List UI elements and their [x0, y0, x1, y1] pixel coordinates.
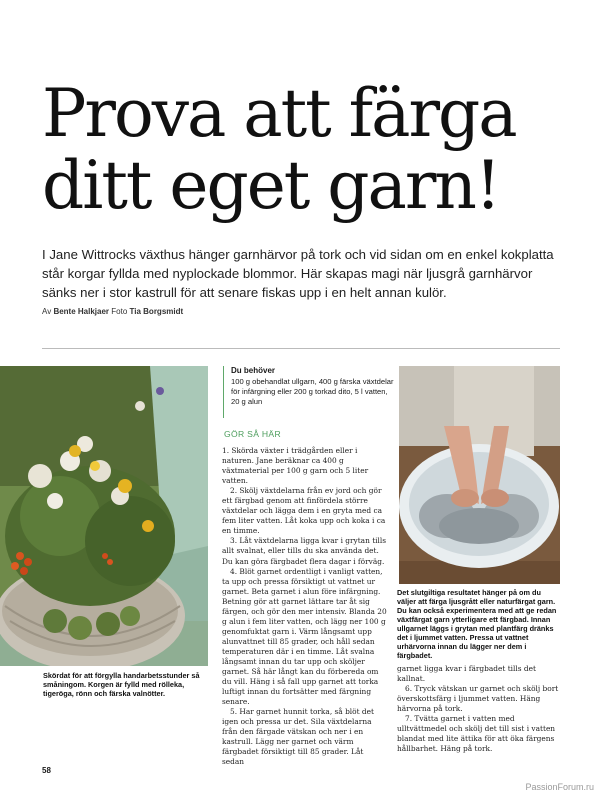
title-line-2: ditt eget garn!: [42, 147, 500, 224]
instructions-heading: GÖR SÅ HÄR: [224, 429, 281, 439]
title-line-1: Prova att färga: [42, 75, 516, 152]
flower-basket-photo: [0, 366, 208, 666]
watermark: PassionForum.ru: [525, 782, 594, 792]
byline-prefix: Av: [42, 307, 52, 316]
page-number: 58: [42, 766, 51, 775]
author-name: Bente Halkjaer: [53, 307, 110, 316]
step-paragraph: garnet ligga kvar i färgbadet tills det kallnat.: [397, 664, 536, 684]
photo-caption-right: Det slutgiltiga resultatet hänger på om du väljer att färga ljusgrått eller naturfärgat garn. Du kan också experimentera med att ge redan växtfärgat garn ytterligare ett färgbad. Innan ullgarnet läggs i grytan med plantfärg dränks det i ljummet vatten. Pressa ut vattnet urhärvorna innan du lägger ner dem i färgbadet.: [397, 588, 557, 660]
divider: [42, 348, 560, 349]
photographer-name: Tia Borgsmidt: [129, 307, 184, 316]
step-paragraph: 2. Skölj växtdelarna från ev jord och gör ett färgbad genom att finfördela större växtdelar och lägga dem i en gryta med ca fem liter vatten. Låt koka upp och koka i ca en timme.: [222, 486, 386, 536]
step-paragraph: 4. Blöt garnet ordentligt i vanligt vatten, ta upp och pressa försiktigt ut vattnet ur garnet. Beta garnet i alun före infärgning. Betning gör att garnet lättare tar åt sig färgen, och gör den mer intensiv. Blanda 20 g alun i fem liter vatten, och lägg ner 100 g genomfuktat garn i. Värm långsamt upp alunvattnet till 85 grader, och håll sedan temperaturen där i en timme. Låt svalna långsamt innan du tar upp och sköljer garnet. Så här långt kan du förbereda om du vill. Häng i så fall upp garnet att torka luftigt innan du fortsätter med färgning senare.: [222, 566, 387, 707]
ingredients-heading: Du behöver: [231, 366, 276, 375]
byline: [42, 307, 183, 316]
photo-prefix: Foto: [111, 307, 128, 316]
step-paragraph: 3. Låt växtdelarna ligga kvar i grytan tills allt svalnat, eller tills du ska använda det. Du kan göra färgbadet flera dagar i förväg.: [222, 536, 387, 566]
instructions-column-1: [222, 446, 387, 768]
ingredients-text: 100 g obehandlat ullgarn, 400 g färska växtdelar för infärgning eller 200 g torkad dito, 5 l vatten, 20 g alun: [231, 377, 394, 406]
lead-paragraph: I Jane Wittrocks växthus hänger garnhärvor på tork och vid sidan om en enkel kokplatta står korgar fyllda med nyplockade blommor. Här skapas magi när ljusgrå garnhärvor sänks ner i stor kastrull för att senare fiskas upp i en helt annan kulör.: [42, 247, 554, 300]
ingredients-box: [223, 366, 396, 418]
step-paragraph: 6. Tryck vätskan ur garnet och skölj bort överskottsfärg i ljummet vatten. Häng härvorna på tork.: [397, 684, 559, 714]
article-title: [42, 75, 572, 224]
step-paragraph: 5. Har garnet hunnit torka, så blöt det igen och pressa ur det. Sila växtdelarna från den färgade vätskan och ner i en kastrull. Lägg ner garnet och värm färgbadet försiktigt till 85 grader. Låt sedan: [222, 707, 375, 767]
dyeing-bowl-photo: [399, 366, 560, 584]
step-paragraph: 1. Skörda växter i trädgården eller i naturen. Jane beräknar ca 400 g växtmaterial per 100 g garn och 5 liter vatten.: [222, 446, 369, 486]
step-paragraph: 7. Tvätta garnet i vatten med ulltvättmedel och skölj det till sist i vatten blandat med lite ättika för att öka färgens hållbarhet. Häng på tork.: [397, 714, 556, 754]
photo-caption-left: Skördat för att förgylla handarbetsstunder så småningom. Korgen är fylld med rölleka, tigeröga, rönn och färska valnötter.: [43, 671, 200, 698]
instructions-column-2: [397, 664, 561, 754]
